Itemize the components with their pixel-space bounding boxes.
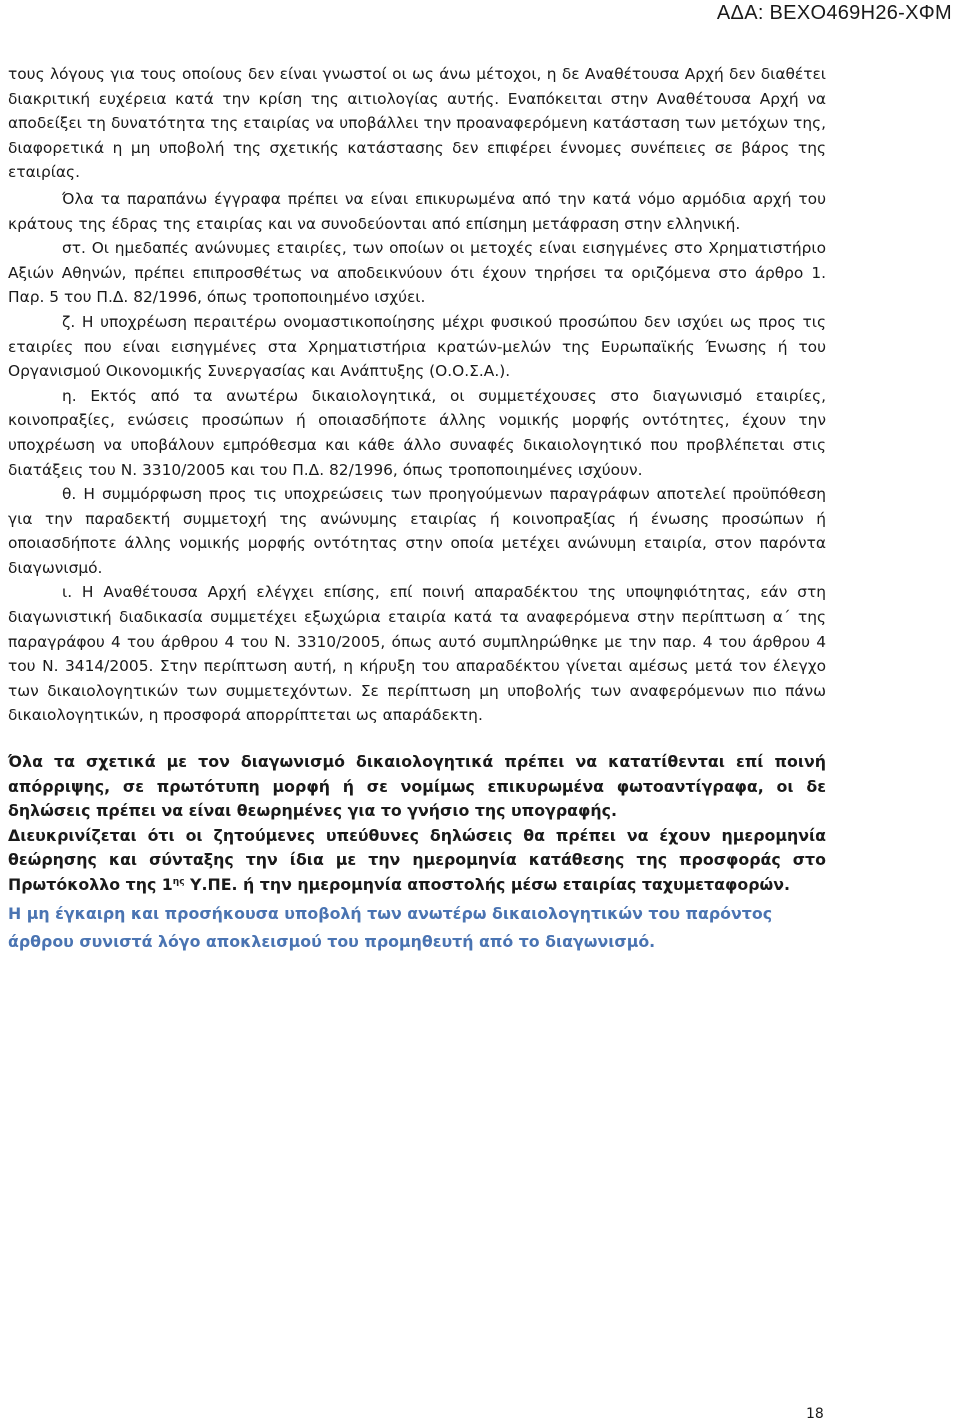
- bold-note-declarations-text: Διευκρινίζεται ότι οι ζητούμενες υπεύθυνες δηλώσεις θα πρέπει να έχουν ημερομηνία θεώρησης και σύνταξης την ίδια με την ημερομηνία κατάθεσης της προσφοράς στο Πρωτόκολλο της 1: [8, 825, 826, 894]
- bold-note-declarations: [8, 824, 826, 898]
- important-notes: [8, 750, 826, 956]
- document-body: [8, 62, 826, 956]
- paragraph-block: [8, 62, 826, 728]
- paragraph-item-th: θ. Η συμμόρφωση προς τις υποχρεώσεις των προηγούμενων παραγράφων αποτελεί προϋπόθεση για την παραδεκτή συμμετοχή της ανώνυμης εταιρίας ή κοινοπραξίας ή ένωσης προσώπων ή οποιασδήποτε άλλης νομικής μορφής οντότητας στην οποία μετέχει ανώνυμη εταιρία, στον παρόντα διαγωνισμό.: [8, 485, 826, 577]
- paragraph-item-st: στ. Οι ημεδαπές ανώνυμες εταιρίες, των οποίων οι μετοχές είναι εισηγμένες στο Χρηματιστήριο Αξιών Αθηνών, πρέπει επιπροσθέτως να αποδεικνύουν ότι έχουν τηρήσει τα οριζόμενα στο άρθρο 1. Παρ. 5 του Π.Δ. 82/1996, όπως τροποποιημένο ισχύει.: [8, 239, 826, 307]
- bold-note-declarations-tail: Υ.ΠΕ. ή την ημερομηνία αποστολής μέσω εταιρίας ταχυμεταφορών.: [184, 875, 790, 894]
- paragraph-item-iota: ι. Η Αναθέτουσα Αρχή ελέγχει επίσης, επί ποινή απαραδέκτου της υποψηφιότητας, εάν στη διαγωνιστική διαδικασία συμμετέχει εξωχώρια εταιρία κατά τα αναφερόμενα στην περίπτωση α΄ της παραγράφου 4 του άρθρου 4 του Ν. 3310/2005, όπως αυτό συμπληρώθηκε με την παρ. 4 του άρθρου 4 του Ν. 3414/2005. Στην περίπτωση αυτή, η κήρυξη του απαραδέκτου γίνεται αμέσως μετά τον έλεγχο των δικαιολογητικών των συμμετεχόντων. Σε περίπτωση μη υποβολής των αναφερόμενων πιο πάνω δικαιολογητικών, η προσφορά απορρίπτεται ως απαράδεκτη.: [8, 583, 826, 725]
- ada-code-header: ΑΔΑ: ΒΕΧΟ469Η26-ΧΦΜ: [716, 2, 952, 24]
- ordinal-superscript: ης: [172, 877, 185, 887]
- paragraph-item-z: ζ. Η υποχρέωση περαιτέρω ονομαστικοποίησης μέχρι φυσικού προσώπου δεν ισχύει ως προς τις εταιρίες που είναι εισηγμένες στα Χρηματιστήρια κρατών-μελών της Ευρωπαϊκής Ένωσης ή του Οργανισμού Οικονομικής Συνεργασίας και Ανάπτυξης (Ο.Ο.Σ.Α.).: [8, 312, 826, 381]
- page-number: 18: [806, 1406, 824, 1422]
- paragraph-continuation: τους λόγους για τους οποίους δεν είναι γνωστοί οι ως άνω μέτοχοι, η δε Αναθέτουσα Αρχή δεν διαθέτει διακριτική ευχέρεια κατά την κρίση της αιτιολογίας αυτής. Εναπόκειται στην Αναθέτουσα Αρχή να αποδείξει τη δυνατότητα της εταιρίας να υποβάλλει την προαναφερόμενη κατάσταση των μετόχων της, διαφορετικά η μη υποβολή της σχετικής κατάστασης δεν επιφέρει έννομες συνέπειες σε βάρος της εταιρίας.: [8, 65, 826, 182]
- bold-note-originals: Όλα τα σχετικά με τον διαγωνισμό δικαιολογητικά πρέπει να κατατίθενται επί ποινή απόρριψης, σε πρωτότυπη μορφή ή σε νομίμως επικυρωμένα φωτοαντίγραφα, οι δε δηλώσεις πρέπει να είναι θεωρημένες για το γνήσιο της υπογραφής.: [8, 752, 826, 821]
- blue-note-exclusion: Η μη έγκαιρη και προσήκουσα υποβολή των ανωτέρω δικαιολογητικών του παρόντος άρθρου συνιστά λόγο αποκλεισμού του προμηθευτή από το διαγωνισμό.: [8, 903, 773, 951]
- paragraph-item-i: η. Εκτός από τα ανωτέρω δικαιολογητικά, οι συμμετέχουσες στο διαγωνισμό εταιρίες, κοινοπραξίες, ενώσεις προσώπων ή οποιασδήποτε άλλης νομικής μορφής οντότητες, έχουν την υποχρέωση να υποβάλουν εμπρόθεσμα και κάθε άλλο συναφές δικαιολογητικό που προβλέπεται στις διατάξεις του Ν. 3310/2005 και του Π.Δ. 82/1996, όπως τροποποιημένες ισχύουν.: [8, 386, 826, 479]
- paragraph-translation-note: Όλα τα παραπάνω έγγραφα πρέπει να είναι επικυρωμένα από την κατά νόμο αρμόδια αρχή του κράτους της έδρας της εταιρίας και να συνοδεύονται από επίσημη μετάφραση στην ελληνική.: [8, 189, 826, 233]
